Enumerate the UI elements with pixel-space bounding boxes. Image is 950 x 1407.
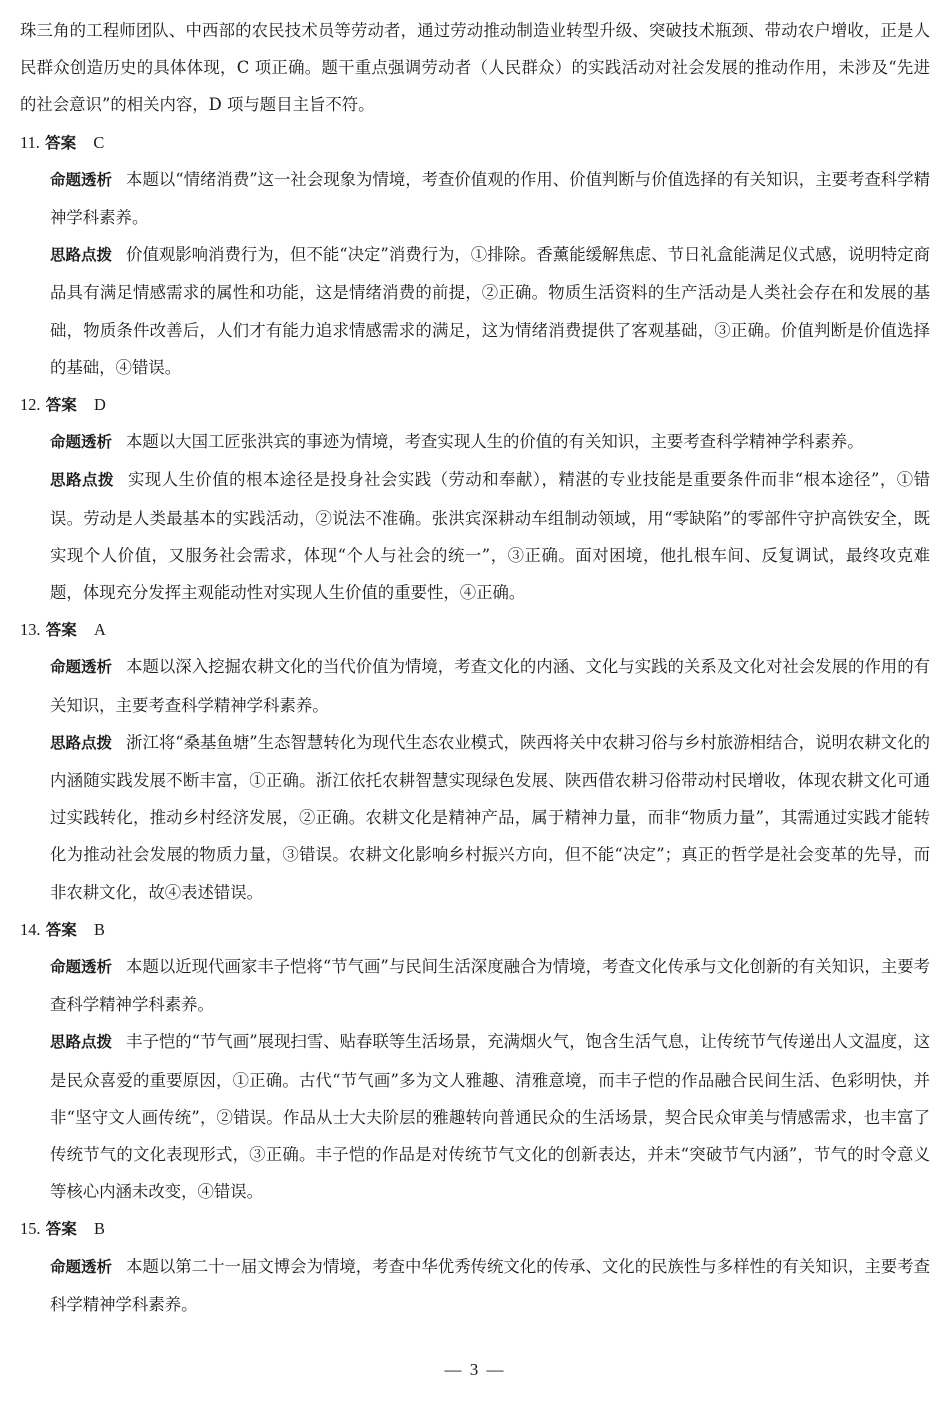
q11-silu-label: 思路点拨 (50, 246, 113, 265)
q11-answer-line (20, 124, 930, 161)
q12-mingti-label: 命题透析 (50, 433, 113, 452)
q14-answer-value: B (93, 919, 105, 939)
q15-answer-label: 答案 (45, 1220, 77, 1239)
q11-silu (20, 236, 930, 386)
q11-mingti-text: 本题以“情绪消费”这一社会现象为情境，考查价值观的作用、价值判断与价值选择的有关知识，主要考查科学精神学科素养。 (50, 169, 930, 227)
page-number: — 3 — (444, 1360, 506, 1379)
q12-number: 12. (20, 395, 41, 415)
q12-silu (20, 461, 930, 611)
q15-answer-value: B (93, 1219, 105, 1239)
q15-mingti (20, 1248, 930, 1323)
q12-answer-line (20, 386, 930, 423)
q13-answer-value: A (93, 620, 106, 640)
q14-answer-label: 答案 (45, 920, 77, 939)
q13-silu-label: 思路点拨 (50, 733, 113, 752)
q12-answer-value: D (93, 395, 106, 415)
q12-mingti (20, 423, 930, 461)
q15-mingti-label: 命题透析 (50, 1257, 113, 1276)
q10-continuation: 珠三角的工程师团队、中西部的农民技术员等劳动者，通过劳动推动制造业转型升级、突破技术瓶颈、带动农户增收，正是人民群众创造历史的具体体现，C 项正确。题干重点强调劳动者（人民群众）的实践活动对社会发展的推动作用，未涉及“先进的社会意识”的相关内容，D 项与题目主旨不符。 (20, 21, 930, 115)
q14-silu (20, 1023, 930, 1210)
q13-mingti (20, 648, 930, 723)
q13-silu-text: 浙江将“桑基鱼塘”生态智慧转化为现代生态农业模式，陕西将关中农耕习俗与乡村旅游相结合，说明农耕文化的内涵随实践发展不断丰富，①正确。浙江依托农耕智慧实现绿色发展、陕西借农耕习俗带动村民增收，体现农耕文化可通过实践转化，推动乡村经济发展，②正确。农耕文化是精神产品，属于精神力量，而非“物质力量”，其需通过实践才能转化为推动社会发展的物质力量，③错误。农耕文化影响乡村振兴方向，但不能“决定”；真正的哲学是社会变革的先导，而非农耕文化，故④表述错误。 (50, 732, 930, 902)
q13-answer-label: 答案 (45, 621, 77, 640)
q14-mingti-text: 本题以近现代画家丰子恺将“节气画”与民间生活深度融合为情境，考查文化传承与文化创新的有关知识，主要考查科学精神学科素养。 (50, 957, 930, 1015)
q12-mingti-text: 本题以大国工匠张洪宾的事迹为情境，考查实现人生的价值的有关知识，主要考查科学精神学科素养。 (126, 432, 864, 452)
q14-answer-line (20, 911, 930, 948)
q11-answer-value: C (93, 132, 105, 152)
q12-silu-label: 思路点拨 (50, 471, 114, 490)
q12-answer-label: 答案 (45, 396, 77, 415)
q13-answer-line (20, 611, 930, 648)
q11-mingti-label: 命题透析 (50, 170, 113, 189)
q12-silu-text: 实现人生价值的根本途径是投身社会实践（劳动和奉献），精湛的专业技能是重要条件而非“根本途径”，①错误。劳动是人类最基本的实践活动，②说法不准确。张洪宾深耕动车组制动领域，用“零缺陷”的零部件守护高铁安全，既实现个人价值，又服务社会需求，体现“个人与社会的统一”，③正确。面对困境，他扎根车间、反复调试，最终攻克难题，体现充分发挥主观能动性对实现人生价值的重要性，④正确。 (50, 470, 930, 603)
q15-mingti-text: 本题以第二十一届文博会为情境，考查中华优秀传统文化的传承、文化的民族性与多样性的有关知识，主要考查科学精神学科素养。 (50, 1256, 930, 1314)
q14-silu-text: 丰子恺的“节气画”展现扫雪、贴春联等生活场景，充满烟火气，饱含生活气息，让传统节气传递出人文温度，这是民众喜爱的重要原因，①正确。古代“节气画”多为文人雅趣、清雅意境，而丰子恺的作品融合民间生活、色彩明快，并非“坚守文人画传统”，②错误。作品从士大夫阶层的雅趣转向普通民众的生活场景，契合民众审美与情感需求，也丰富了传统节气的文化表现形式，③正确。丰子恺的作品是对传统节气文化的创新表达，并未“突破节气内涵”，节气的时令意义等核心内涵未改变，④错误。 (50, 1032, 930, 1202)
q11-mingti (20, 161, 930, 236)
q13-number: 13. (20, 620, 41, 640)
q13-silu (20, 724, 930, 911)
q14-silu-label: 思路点拨 (50, 1033, 113, 1052)
q14-number: 14. (20, 919, 41, 939)
q11-number: 11. (20, 132, 40, 152)
q14-mingti-label: 命题透析 (50, 958, 113, 977)
q11-silu-text: 价值观影响消费行为，但不能“决定”消费行为，①排除。香薰能缓解焦虑、节日礼盒能满足仪式感，说明特定商品具有满足情感需求的属性和功能，这是情绪消费的前提，②正确。物质生活资料的生产活动是人类社会存在和发展的基础，物质条件改善后，人们才有能力追求情感需求的满足，这为情绪消费提供了客观基础，③正确。价值判断是价值选择的基础，④错误。 (50, 245, 930, 377)
q15-number: 15. (20, 1219, 41, 1239)
answer-explanation-page (20, 12, 930, 1323)
q11-answer-label: 答案 (45, 133, 77, 152)
q13-mingti-text: 本题以深入挖掘农耕文化的当代价值为情境，考查文化的内涵、文化与实践的关系及文化对社会发展的作用的有关知识，主要考查科学精神学科素养。 (50, 657, 930, 715)
q14-mingti (20, 948, 930, 1023)
q15-answer-line (20, 1210, 930, 1247)
q13-mingti-label: 命题透析 (50, 658, 113, 677)
